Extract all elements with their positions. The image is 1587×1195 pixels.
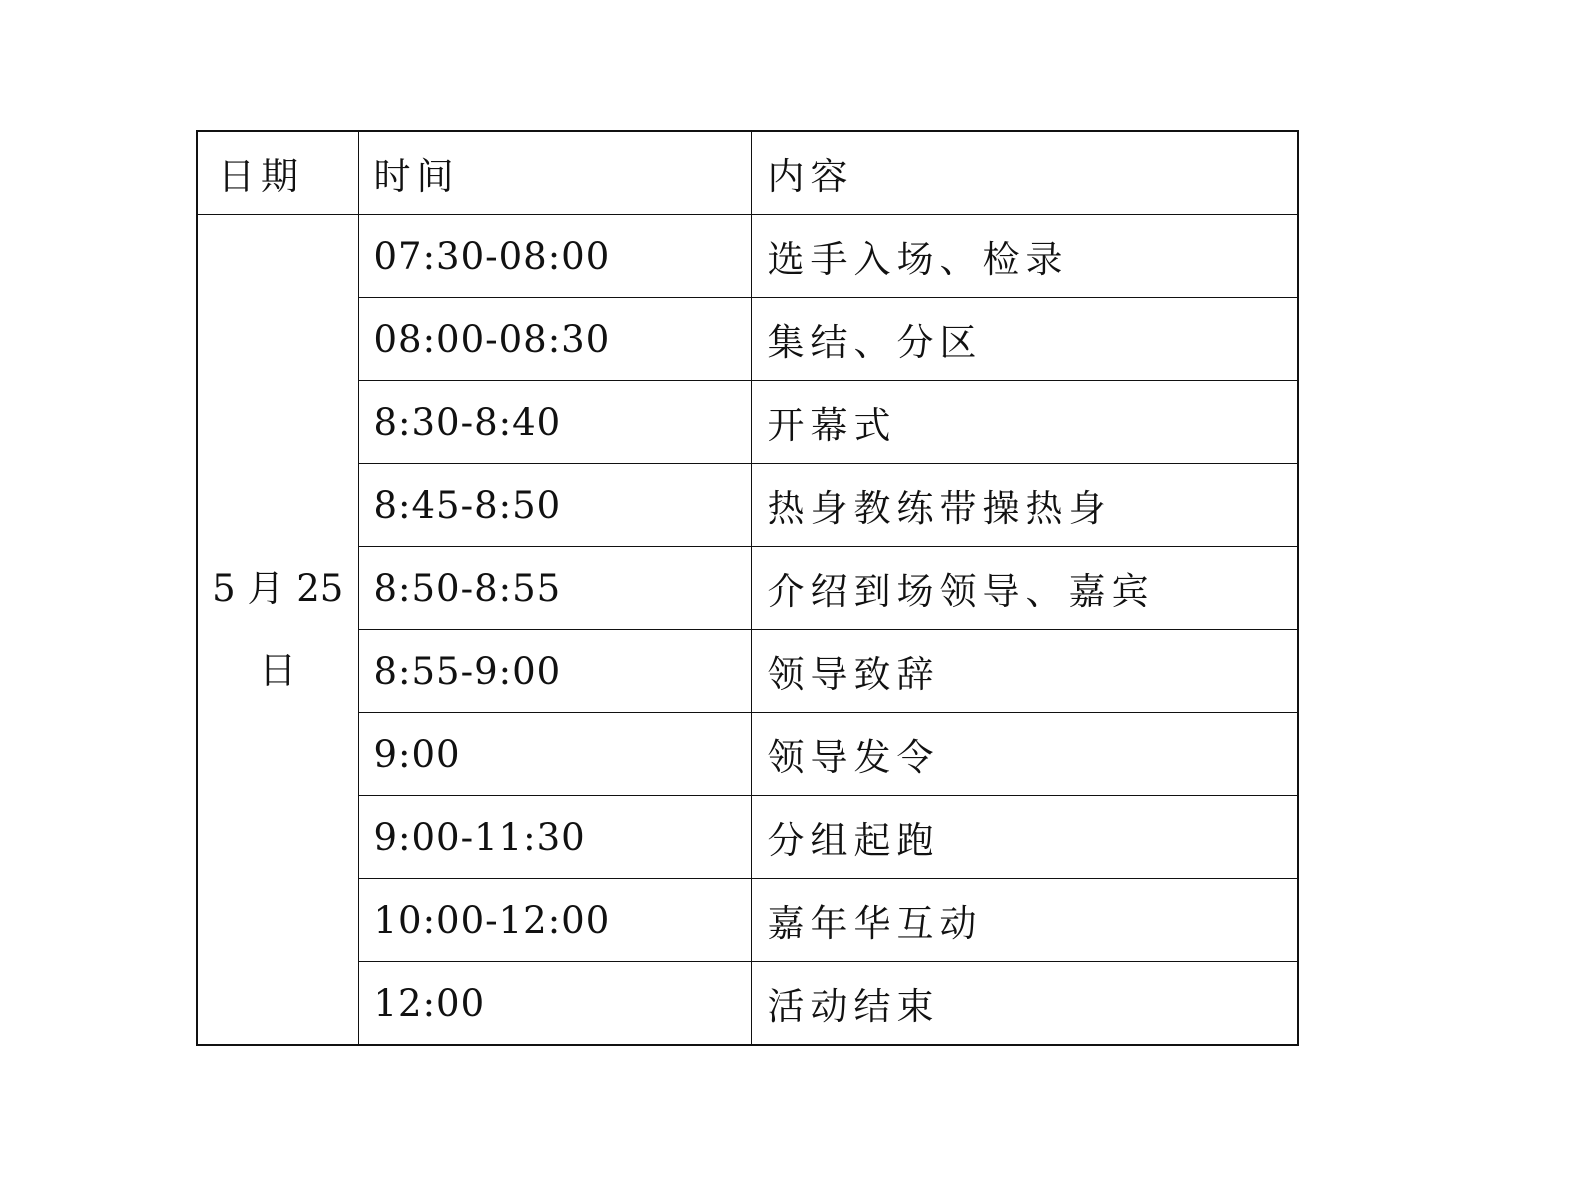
time-cell: 10:00-12:00	[358, 879, 751, 962]
content-cell: 领导致辞	[751, 630, 1298, 713]
table-row	[197, 464, 1298, 547]
time-cell: 8:55-9:00	[358, 630, 751, 713]
table-row	[197, 713, 1298, 796]
table-row	[197, 962, 1298, 1046]
header-content: 内容	[751, 131, 1298, 215]
content-cell: 领导发令	[751, 713, 1298, 796]
time-cell: 08:00-08:30	[358, 298, 751, 381]
header-time: 时间	[358, 131, 751, 215]
content-cell: 分组起跑	[751, 796, 1298, 879]
time-cell: 07:30-08:00	[358, 215, 751, 298]
content-cell: 介绍到场领导、嘉宾	[751, 547, 1298, 630]
content-cell: 嘉年华互动	[751, 879, 1298, 962]
content-cell: 集结、分区	[751, 298, 1298, 381]
schedule-table	[196, 130, 1299, 1046]
table-row	[197, 630, 1298, 713]
time-cell: 8:50-8:55	[358, 547, 751, 630]
table-row	[197, 547, 1298, 630]
table-row	[197, 796, 1298, 879]
time-cell: 8:45-8:50	[358, 464, 751, 547]
date-line-1: 5 月 25	[212, 566, 344, 610]
content-cell: 选手入场、检录	[751, 215, 1298, 298]
table-row	[197, 298, 1298, 381]
time-cell: 8:30-8:40	[358, 381, 751, 464]
table-row	[197, 879, 1298, 962]
time-cell: 9:00-11:30	[358, 796, 751, 879]
table-header-row	[197, 131, 1298, 215]
header-date: 日期	[197, 131, 358, 215]
content-cell: 活动结束	[751, 962, 1298, 1046]
time-cell: 12:00	[358, 962, 751, 1046]
content-cell: 开幕式	[751, 381, 1298, 464]
content-cell: 热身教练带操热身	[751, 464, 1298, 547]
table-row	[197, 381, 1298, 464]
date-line-2: 日	[259, 648, 297, 692]
time-cell: 9:00	[358, 713, 751, 796]
date-cell	[197, 215, 358, 1046]
table-row	[197, 215, 1298, 298]
